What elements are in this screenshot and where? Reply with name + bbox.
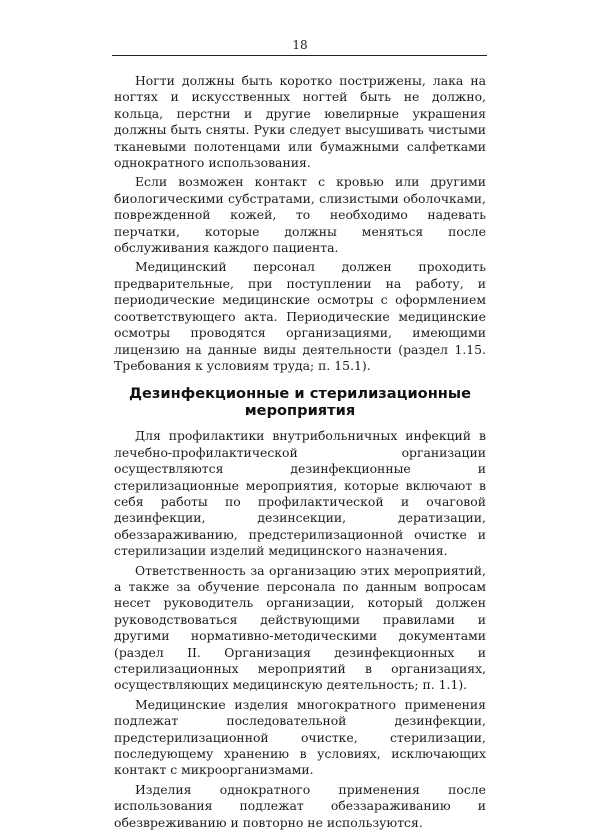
paragraph-gloves: Если возможен контакт с кровью или другими биологическими субстратами, слизистыми оболочками, поврежденной кожей, то необходимо надевать перчатки, которые должны меняться после обслуживания каждого пациента.: [114, 174, 486, 256]
page-number: 18: [292, 38, 308, 52]
section-heading: [114, 385, 486, 419]
paragraph-nails: Ногти должны быть коротко пострижены, лака на ногтях и искусственных ногтей быть не должно, кольца, перстни и другие ювелирные украшения должны быть сняты. Руки следует высушивать чистыми тканевыми полотенцами или бумажными салфетками однократного использования.: [114, 73, 486, 171]
header-rule: [112, 55, 487, 56]
page-body: [114, 73, 486, 834]
paragraph-single-use-devices: Изделия однократного применения после использования подлежат обеззараживанию и обезвреживанию и повторно не используются.: [114, 781, 486, 830]
paragraph-medical-exams: Медицинский персонал должен проходить предварительные, при поступлении на работу, и периодические медицинские осмотры с оформлением соответствующего акта. Периодические медицинские осмотры проводятся организациями, имеющими лицензию на данные виды деятельности (раздел 1.15. Требования к условиям труда; п. 15.1).: [114, 259, 486, 373]
paragraph-reusable-devices: Медицинские изделия многократного применения подлежат последовательной дезинфекции, предстерилизационной очистке, стерилизации, последующему хранению в условиях, исключающих контакт с микроорганизмами.: [114, 696, 486, 778]
section-heading-line-2: мероприятия: [244, 402, 356, 420]
paragraph-responsibility: Ответственность за организацию этих мероприятий, а также за обучение персонала по данным вопросам несет руководитель организации, который должен руководствоваться действующими правилами и другими нормативно-методическими документами (раздел II. Организация дезинфекционных и стерилизационных мероприятий в организациях, осуществляющих медицинскую деятельность; п. 1.1).: [114, 562, 486, 693]
paragraph-disinfection-measures: Для профилактики внутрибольничных инфекций в лечебно-профилактической организации осуществляются дезинфекционные и стерилизационные мероприятия, которые включают в себя работы по профилактической и очаговой дезинфекции, дезинсекции, дератизации, обеззараживанию, предстерилизационной очистке и стерилизации изделий медицинского назначения.: [114, 428, 486, 559]
section-heading-line-1: Дезинфекционные и стерилизационные: [129, 385, 471, 403]
